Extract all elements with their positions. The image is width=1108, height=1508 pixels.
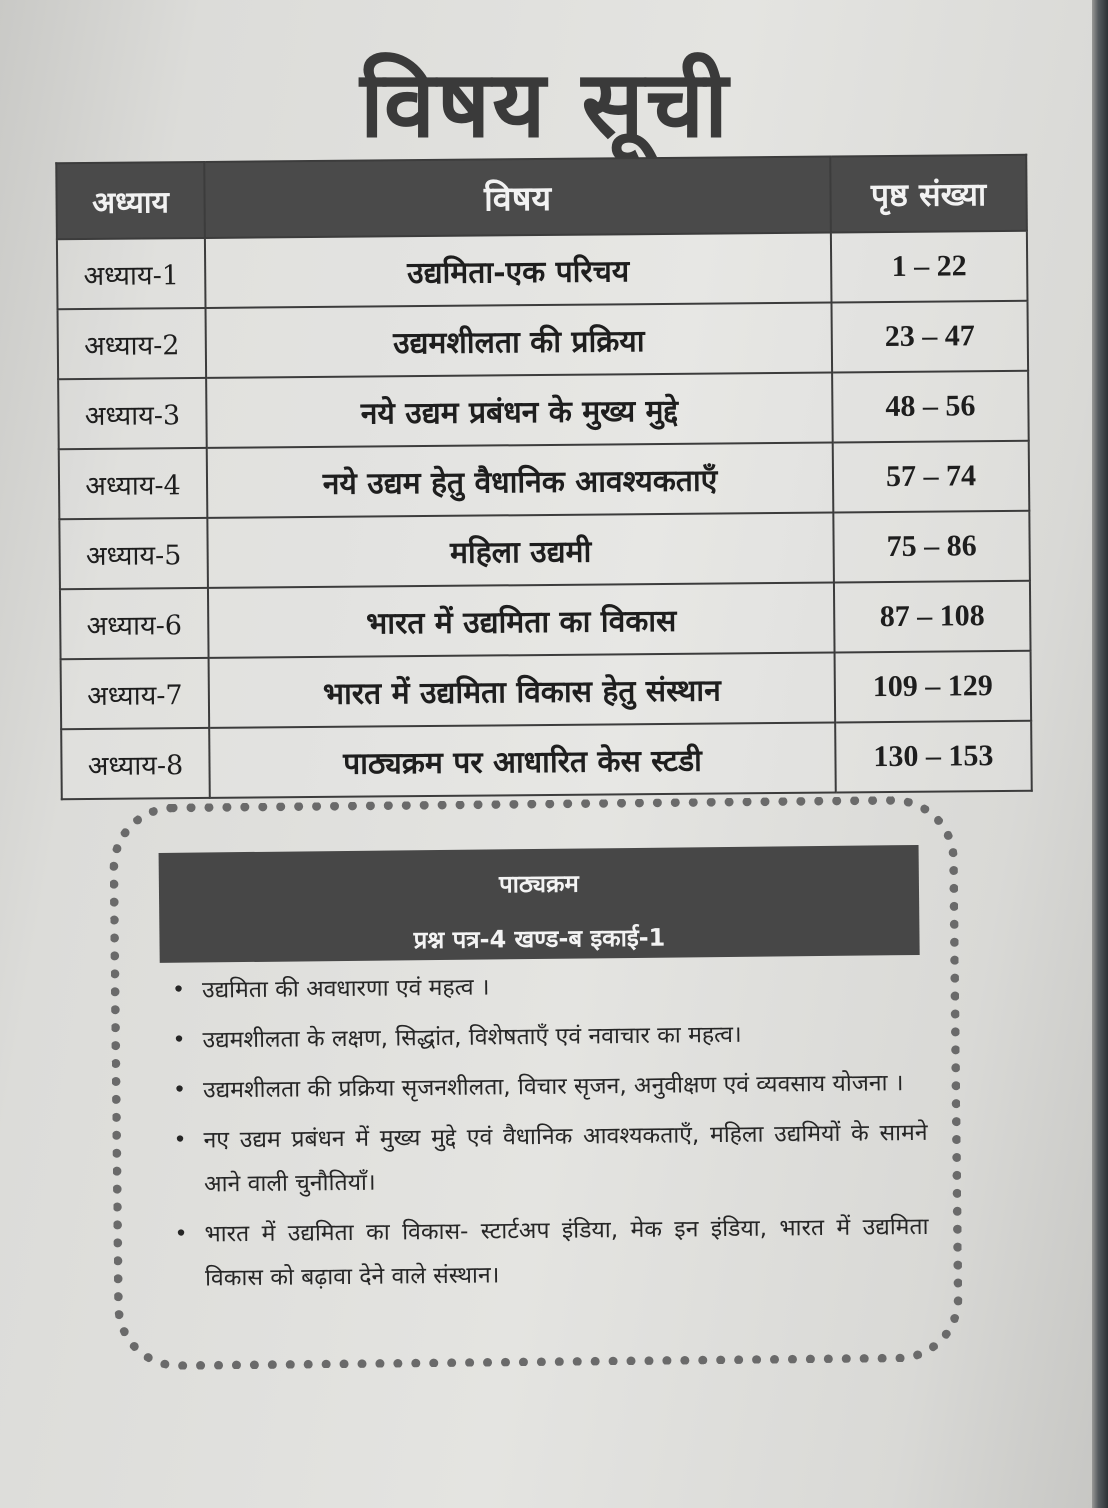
page-range-cell: 130 – 153 bbox=[835, 721, 1032, 793]
list-item bbox=[167, 1111, 928, 1207]
point-text: भारत में उद्यमिता का विकास- स्टार्टअप इंडिया, मेक इन इंडिया, भारत में उद्यमिता विकास को बढ़ावा देने वाले संस्थान। bbox=[204, 1213, 929, 1292]
chapter-cell: अध्याय-2 bbox=[58, 308, 207, 379]
point-text: नए उद्यम प्रबंधन में मुख्य मुद्दे एवं वैधानिक आवश्यकताएँ, महिला उद्यमियों के सामने आने वाली चुनौतियाँ। bbox=[203, 1119, 928, 1198]
table-row bbox=[58, 301, 1029, 379]
header-chapter: अध्याय bbox=[56, 162, 205, 239]
bullet-icon: • bbox=[172, 1027, 186, 1053]
syllabus-header bbox=[159, 845, 920, 963]
header-subject: विषय bbox=[204, 156, 831, 237]
list-item bbox=[166, 961, 926, 1013]
page-range-cell: 1 – 22 bbox=[831, 231, 1028, 303]
table-row bbox=[60, 581, 1031, 659]
bullet-icon: • bbox=[173, 1127, 187, 1153]
page-title: विषय सूची bbox=[360, 51, 730, 158]
table-row bbox=[59, 441, 1030, 519]
chapter-cell: अध्याय-1 bbox=[57, 238, 206, 309]
subject-cell: महिला उद्यमी bbox=[207, 512, 834, 587]
bullet-icon: • bbox=[174, 1221, 188, 1247]
page-range-cell: 57 – 74 bbox=[833, 441, 1030, 513]
table-row bbox=[61, 651, 1032, 729]
table-row bbox=[61, 721, 1032, 799]
subject-cell: भारत में उद्यमिता का विकास bbox=[208, 582, 835, 657]
subject-cell: उद्यमशीलता की प्रक्रिया bbox=[206, 302, 833, 377]
subject-cell: नये उद्यम हेतु वैधानिक आवश्यकताएँ bbox=[207, 442, 834, 517]
list-item bbox=[168, 1205, 929, 1301]
chapter-cell: अध्याय-7 bbox=[61, 658, 210, 729]
chapter-cell: अध्याय-4 bbox=[59, 448, 208, 519]
bullet-icon: • bbox=[171, 977, 186, 1003]
point-text: उद्यमशीलता के लक्षण, सिद्धांत, विशेषताएँ एवं नवाचार का महत्व। bbox=[202, 1021, 742, 1054]
point-text: उद्यमिता की अवधारणा एवं महत्व । bbox=[201, 974, 490, 1004]
syllabus-box bbox=[109, 796, 963, 1371]
page-range-cell: 109 – 129 bbox=[835, 651, 1032, 723]
point-text: उद्यमशीलता की प्रक्रिया सृजनशीलता, विचार सृजन, अनुवीक्षण एवं व्यवसाय योजना । bbox=[202, 1070, 904, 1104]
syllabus-subheading: प्रश्न पत्र-4 खण्ड-ब इकाई-1 bbox=[413, 923, 666, 955]
bullet-icon: • bbox=[172, 1077, 187, 1103]
page-range-cell: 87 – 108 bbox=[834, 581, 1031, 653]
book-spine-edge bbox=[1092, 0, 1108, 1508]
table-row bbox=[57, 231, 1028, 309]
header-page: पृष्ठ संख्या bbox=[830, 155, 1027, 233]
table-row bbox=[59, 511, 1030, 589]
chapter-cell: अध्याय-3 bbox=[58, 378, 207, 449]
subject-cell: उद्यमिता-एक परिचय bbox=[205, 232, 832, 307]
page-range-cell: 75 – 86 bbox=[833, 511, 1030, 583]
list-item bbox=[167, 1061, 927, 1113]
subject-cell: पाठ्यक्रम पर आधारित केस स्टडी bbox=[209, 722, 836, 797]
syllabus-heading: पाठ्यक्रम bbox=[498, 869, 579, 899]
syllabus-points bbox=[166, 955, 929, 1301]
page-range-cell: 48 – 56 bbox=[832, 371, 1029, 443]
table-header-row bbox=[56, 155, 1027, 239]
chapter-cell: अध्याय-5 bbox=[59, 518, 208, 589]
contents-table bbox=[55, 154, 1033, 800]
subject-cell: नये उद्यम प्रबंधन के मुख्य मुद्दे bbox=[206, 372, 833, 447]
table-row bbox=[58, 371, 1029, 449]
list-item bbox=[166, 1011, 926, 1063]
chapter-cell: अध्याय-6 bbox=[60, 588, 209, 659]
chapter-cell: अध्याय-8 bbox=[61, 728, 210, 799]
subject-cell: भारत में उद्यमिता विकास हेतु संस्थान bbox=[209, 652, 836, 727]
page-range-cell: 23 – 47 bbox=[831, 301, 1028, 373]
